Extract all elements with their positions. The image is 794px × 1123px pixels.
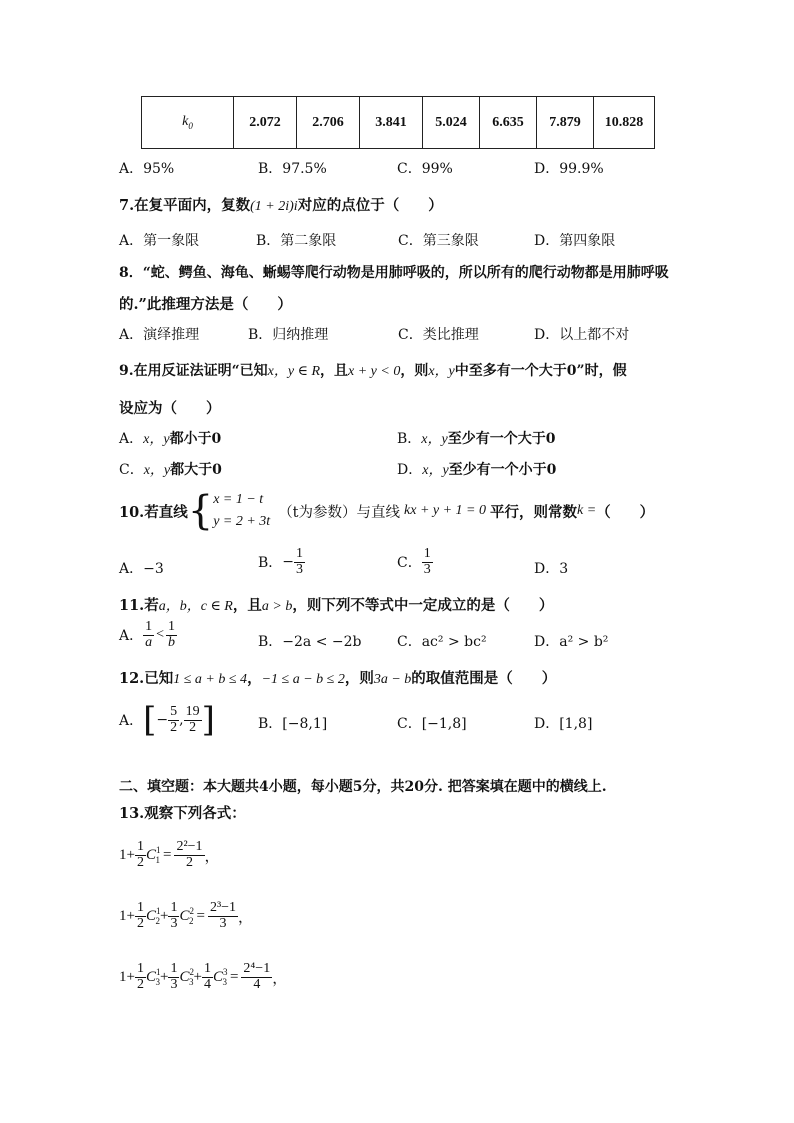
minus-sign: −: [156, 712, 169, 728]
question-9-line2: 设应为（ ）: [119, 400, 221, 417]
q11-mid: ，且: [232, 597, 262, 614]
q12-constraint-2: −1 ≤ a − b ≤ 2: [261, 672, 345, 687]
numerator: 1: [168, 619, 176, 634]
numerator: 1: [170, 961, 178, 976]
q12-sep: ，: [247, 670, 262, 687]
denominator: 3: [219, 915, 227, 931]
denominator: 3: [170, 976, 178, 992]
fraction: [168, 901, 179, 931]
left-bracket-icon: [: [143, 700, 157, 740]
denominator: 2: [136, 854, 144, 870]
denominator: 2: [189, 719, 197, 735]
q8-option-b: B．归纳推理: [248, 327, 329, 343]
q6-option-c: C．99%: [397, 161, 453, 177]
denominator: 2: [186, 854, 193, 870]
fraction: [135, 840, 146, 870]
q9-option-b: [397, 428, 555, 448]
table-cell: 10.828: [594, 97, 655, 149]
numerator: 1: [145, 619, 153, 634]
option-letter: A．: [119, 713, 144, 729]
right-bracket-icon: ]: [201, 700, 215, 740]
binomial-term: $C^1_2$: [145, 906, 161, 927]
numerator: 5: [170, 703, 178, 719]
q7-prefix: 7.在复平面内，复数: [119, 197, 251, 214]
q6-option-a: A．95%: [119, 161, 175, 177]
q10-option-a: A．−3: [119, 561, 164, 577]
eq-lead: 1+: [119, 907, 135, 924]
q10-k: k =: [577, 503, 597, 518]
fraction: [208, 901, 238, 931]
denominator: 2: [136, 915, 144, 931]
param-eq-x: x = 1 − t: [213, 492, 264, 507]
q10-end: （ ）: [596, 503, 655, 521]
q9-option-c: [119, 459, 222, 479]
denominator: 2: [136, 976, 144, 992]
q12-suffix: 的取值范围是（ ）: [411, 670, 557, 687]
fraction: [135, 962, 146, 992]
option-text: 都大于0: [170, 462, 222, 478]
k-symbol: k: [182, 114, 189, 130]
relation: <: [156, 627, 165, 643]
equation-1: [119, 840, 220, 870]
q10-option-d: D．3: [534, 561, 569, 577]
minus-sign: −: [282, 554, 295, 571]
fraction: [168, 962, 179, 992]
q9-text-c: ，且: [320, 363, 349, 379]
q6-option-b: B．97.5%: [258, 161, 327, 177]
eq-lead: 1+: [119, 968, 135, 985]
option-text: 至少有一个大于0: [447, 431, 556, 447]
option-vars: x，y: [143, 432, 170, 447]
question-7: [119, 194, 443, 215]
q9-text-a: 9.在用反证法证明“已知: [119, 363, 268, 379]
binomial-term: $C^2_2$: [179, 906, 194, 927]
plus-sign: +: [159, 907, 169, 924]
numerator: 2³−1: [209, 900, 237, 915]
fraction: [241, 962, 272, 992]
numerator: 1: [136, 961, 144, 976]
denominator: 3: [170, 915, 178, 931]
q12-option-a: [119, 700, 215, 740]
q12-prefix: 12.已知: [119, 670, 174, 687]
q11-prefix: 11.若: [119, 597, 159, 614]
equation-2: [119, 901, 253, 931]
table-row: [142, 97, 655, 149]
option-letter: D．: [397, 462, 423, 478]
q11-condition: a > b: [261, 599, 293, 614]
question-11: [119, 594, 553, 615]
fraction: [135, 901, 146, 931]
q11-vars: a，b，c ∈ R: [158, 599, 233, 614]
option-letter: C．: [119, 462, 144, 478]
q9-vars-2: x，y: [428, 364, 455, 379]
q10-suffix: 平行，则常数: [490, 503, 577, 521]
q10-prefix: 10.若直线: [119, 503, 188, 521]
denominator: b: [168, 634, 176, 650]
table-cell: 2.072: [234, 97, 297, 149]
q12-option-c: C．[−1,8]: [397, 716, 467, 732]
q11-option-a: [119, 620, 177, 650]
q7-suffix: 对应的点位于（ ）: [297, 197, 443, 214]
fraction: [184, 705, 202, 735]
question-13: 13.观察下列各式：: [119, 805, 246, 822]
numerator: 1: [203, 961, 211, 976]
eq-lead: 1+: [119, 846, 135, 863]
q7-option-a: A．第一象限: [119, 233, 200, 249]
q10-option-b: [258, 547, 305, 577]
q9-condition: x + y < 0: [348, 364, 401, 379]
q6-option-d: D．99.9%: [534, 161, 604, 177]
table-cell: 5.024: [423, 97, 480, 149]
option-letter: C．: [397, 555, 422, 572]
option-text: 都小于0: [169, 431, 222, 447]
denominator: 4: [203, 976, 211, 992]
q12-option-d: D．[1,8]: [534, 716, 593, 732]
option-text: 至少有一个小于0: [448, 462, 557, 478]
question-10: [119, 489, 654, 533]
q7-option-b: B．第二象限: [256, 233, 337, 249]
equals-sign: =: [229, 968, 239, 985]
q11-option-d: D．a² > b²: [534, 634, 609, 650]
q11-suffix: ，则下列不等式中一定成立的是（ ）: [292, 597, 554, 614]
q7-expr: (1 + 2i)i: [250, 199, 298, 214]
q7-option-c: C．第三象限: [398, 233, 479, 249]
k-subscript: 0: [188, 120, 193, 131]
q9-text-g: 中至多有一个大于0”时，假: [454, 363, 627, 379]
q10-line-eq: kx + y + 1 = 0: [404, 503, 486, 518]
denominator: 3: [296, 561, 304, 577]
numerator: 1: [136, 900, 144, 915]
left-brace-icon: {: [187, 488, 214, 534]
q9-option-a: [119, 428, 221, 448]
question-12: [119, 667, 556, 688]
q9-vars: x，y ∈ R: [267, 364, 321, 379]
numerator: 19: [185, 703, 200, 719]
question-8-line2: 的.”此推理方法是（ ）: [119, 296, 292, 313]
q8-option-d: D．以上都不对: [534, 327, 630, 343]
binomial-term: $C^2_3$: [179, 967, 194, 988]
q8-option-a: A．演绎推理: [119, 327, 200, 343]
binomial-term: $C^3_3$: [212, 967, 228, 988]
q9-option-d: [397, 459, 556, 479]
q12-expression: 3a − b: [373, 672, 412, 687]
fraction: [166, 620, 177, 650]
fraction: [202, 962, 213, 992]
numerator: 2⁴−1: [243, 961, 271, 976]
option-letter: B．: [397, 431, 422, 447]
fraction: [422, 547, 433, 577]
denominator: 2: [170, 719, 178, 735]
equation-3: [119, 962, 287, 992]
numerator: 1: [170, 900, 178, 915]
option-vars: x，y: [143, 463, 171, 478]
table-cell: 7.879: [537, 97, 594, 149]
q10-param-note: （t为参数）与直线: [278, 504, 401, 521]
binomial-term: $C^1_1$: [145, 845, 161, 866]
param-eq-y: y = 2 + 3t: [213, 514, 271, 529]
question-9-line1: [119, 360, 627, 380]
fraction: [143, 620, 154, 650]
binomial-term: $C^1_3$: [145, 967, 161, 988]
option-vars: x，y: [422, 463, 449, 478]
q10-option-c: [397, 547, 433, 577]
numerator: 1: [136, 839, 144, 854]
q7-option-d: D．第四象限: [534, 233, 616, 249]
fraction: [168, 705, 179, 735]
option-letter: B．: [258, 555, 283, 572]
numerator: 1: [423, 546, 431, 561]
option-letter: A．: [119, 431, 144, 447]
denominator: 3: [423, 561, 431, 577]
table-cell: 2.706: [297, 97, 360, 149]
table-cell: 6.635: [480, 97, 537, 149]
denominator: 4: [253, 976, 261, 992]
table-header-cell: [142, 97, 234, 149]
equals-sign: =: [196, 907, 205, 924]
denominator: a: [145, 634, 153, 650]
eq-end: ，: [204, 848, 220, 865]
q12-option-b: B．[−8,1]: [258, 716, 328, 732]
plus-sign: +: [193, 968, 202, 985]
eq-end: ，: [238, 909, 254, 926]
parametric-system: [213, 489, 270, 533]
critical-value-table: [141, 96, 655, 149]
fraction: [174, 840, 204, 870]
table-cell: 3.841: [360, 97, 423, 149]
equals-sign: =: [162, 846, 172, 863]
question-8-line1: 8．“蛇、鳄鱼、海龟、蜥蜴等爬行动物是用肺呼吸的，所以所有的爬行动物都是用肺呼吸: [119, 265, 669, 281]
option-vars: x，y: [421, 432, 448, 447]
eq-end: ，: [272, 970, 288, 987]
q12-constraint-1: 1 ≤ a + b ≤ 4: [173, 672, 248, 687]
q8-option-c: C．类比推理: [398, 327, 479, 343]
q11-option-c: C．ac² > bc²: [397, 634, 487, 650]
plus-sign: +: [159, 968, 169, 985]
option-letter: A．: [119, 628, 144, 645]
comma: ,: [179, 712, 184, 728]
q12-mid: ，则: [344, 670, 374, 687]
q11-option-b: B．−2a < −2b: [258, 634, 362, 650]
numerator: 1: [296, 546, 304, 561]
fraction: [294, 547, 305, 577]
section-heading: 二、填空题：本大题共4小题，每小题5分，共20分. 把答案填在题中的横线上.: [119, 779, 607, 795]
numerator: 2²−1: [176, 839, 203, 854]
q9-text-e: ，则: [400, 363, 429, 379]
